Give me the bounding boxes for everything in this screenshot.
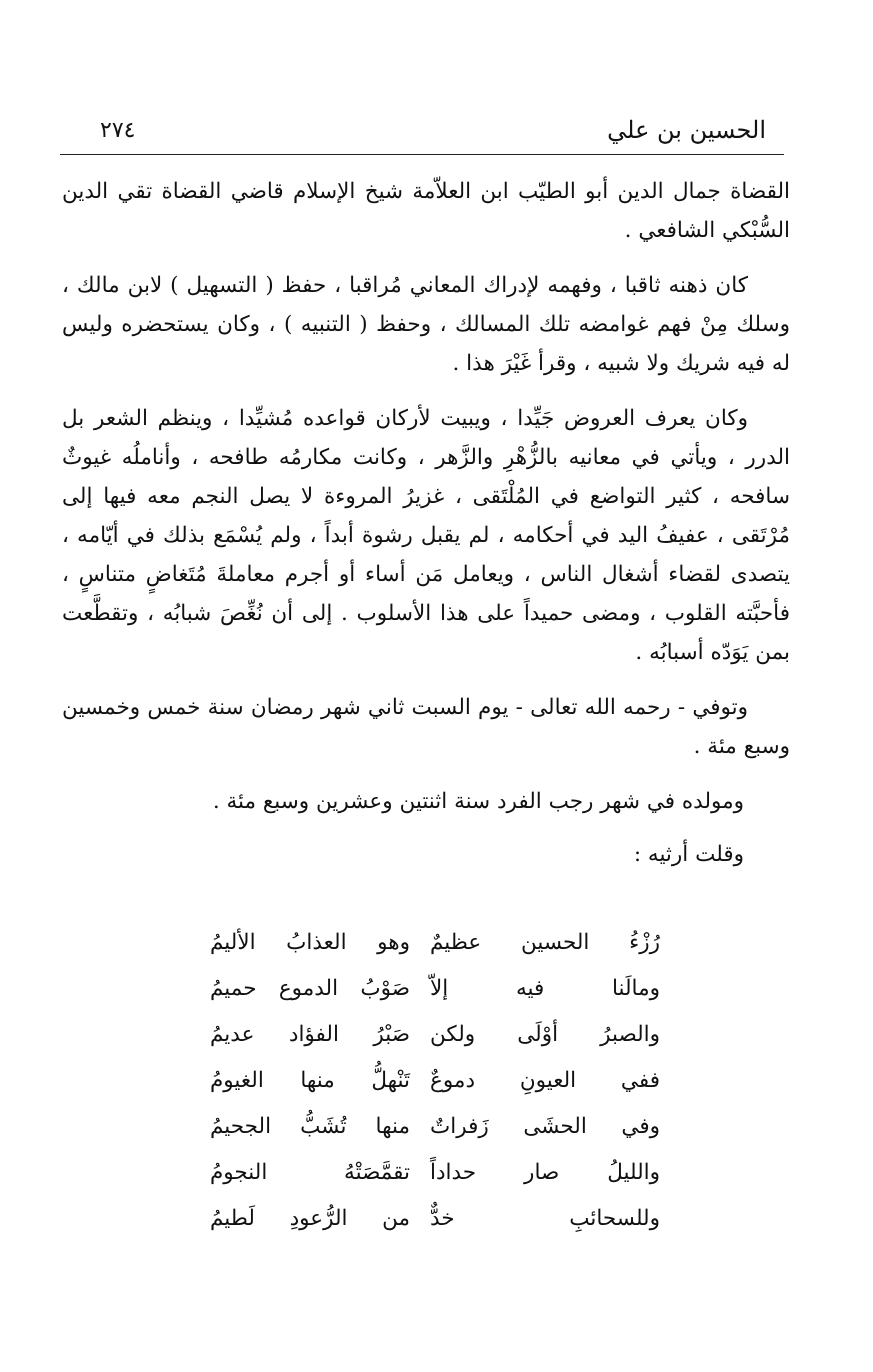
paragraph-death: وتوفي - رحمه الله تعالى - يوم السبت ثاني شهر رمضان سنة خمس وخمسين وسبع مئة .: [62, 695, 790, 759]
page-header: [60, 108, 784, 155]
running-title: الحسين بن علي: [607, 116, 766, 144]
page-body: [62, 172, 790, 888]
page-number: ٢٧٤: [100, 118, 136, 143]
verse-second-hemistich: تقمَّصَتْهُ النجومُ: [210, 1160, 410, 1185]
verse-second-hemistich: صَبْرُ الفؤاد عديمُ: [210, 1022, 410, 1047]
poem-verse: [200, 1160, 660, 1206]
paragraph-continuation: القضاة جمال الدين أبو الطيّب ابن العلاّمة شيخ الإسلام قاضي القضاة تقي الدين السُّبْكي الشافعي .: [62, 179, 790, 243]
elegy-poem: [200, 930, 660, 1252]
verse-second-hemistich: وهو العذابُ الأليمُ: [210, 930, 410, 955]
verse-second-hemistich: منها تُشَبُّ الجحيمُ: [210, 1114, 410, 1139]
paragraph-memorization: كان ذهنه ثاقبا ، وفهمه لإدراك المعاني مُراقبا ، حفظ ( التسهيل ) لابن مالك ، وسلك مِنْ فهم غوامضه تلك المسالك ، وحفظ ( التنبيه ) ، وكان يستحضره وليس له فيه شريك ولا شبيه ، وقرأ غَيْرَ هذا .: [62, 273, 790, 376]
verse-first-hemistich: رُزْءُ الحسين عظيمٌ: [430, 930, 660, 955]
poem-verse: [200, 976, 660, 1022]
poem-verse: [200, 1114, 660, 1160]
poem-verse: [200, 1068, 660, 1114]
verse-second-hemistich: تَنْهلُّ منها الغيومُ: [210, 1068, 410, 1093]
poem-verse: [200, 1206, 660, 1252]
verse-first-hemistich: وفي الحشَى زَفراتٌ: [430, 1114, 660, 1139]
poem-verse: [200, 930, 660, 976]
poem-verse: [200, 1022, 660, 1068]
verse-second-hemistich: صَوْبُ الدموع حميمُ: [210, 976, 410, 1001]
verse-first-hemistich: ومالَنا فيه إلاّ: [430, 976, 660, 1001]
line-elegy-intro: وقلت أرثيه :: [633, 842, 744, 867]
verse-first-hemistich: وللسحائبِ خدٌّ: [430, 1206, 660, 1231]
verse-first-hemistich: ففي العيونِ دموعٌ: [430, 1068, 660, 1093]
paragraph-character: وكان يعرف العروض جَيِّدا ، ويبيت لأركان قواعده مُشيِّدا ، وينظم الشعر بل الدرر ، ويأتي في معانيه بالزُّهْرِ والزَّهر ، وكانت مكارمُه طافحه ، وأناملُه غيوثٌ سافحه ، كثير التواضع في المُلْتَقى ، غزيرُ المروءة لا يصل النجم معه فيها إلى مُرْتَقى ، عفيفُ اليد في أحكامه ، لم يقبل رشوة أبداً ، ولم يُسْمَع بذلك في أيّامه ، يتصدى لقضاء أشغال الناس ، ويعامل مَن أساء أو أجرم معاملةَ مُتَغاضٍ متناسٍ ، فأحبَّته القلوب ، ومضى حميداً على هذا الأسلوب . إلى أن نُغِّصَ شبابُه ، وتقطَّعت بمن يَوَدّه أسبابُه .: [62, 406, 790, 665]
verse-first-hemistich: والليلُ صار حداداً: [430, 1160, 660, 1185]
verse-first-hemistich: والصبرُ أوْلَى ولكن: [430, 1022, 660, 1047]
line-birth: ومولده في شهر رجب الفرد سنة اثنتين وعشرين وسبع مئة .: [212, 789, 744, 814]
verse-second-hemistich: من الرُّعودِ لَطيمُ: [210, 1206, 410, 1231]
